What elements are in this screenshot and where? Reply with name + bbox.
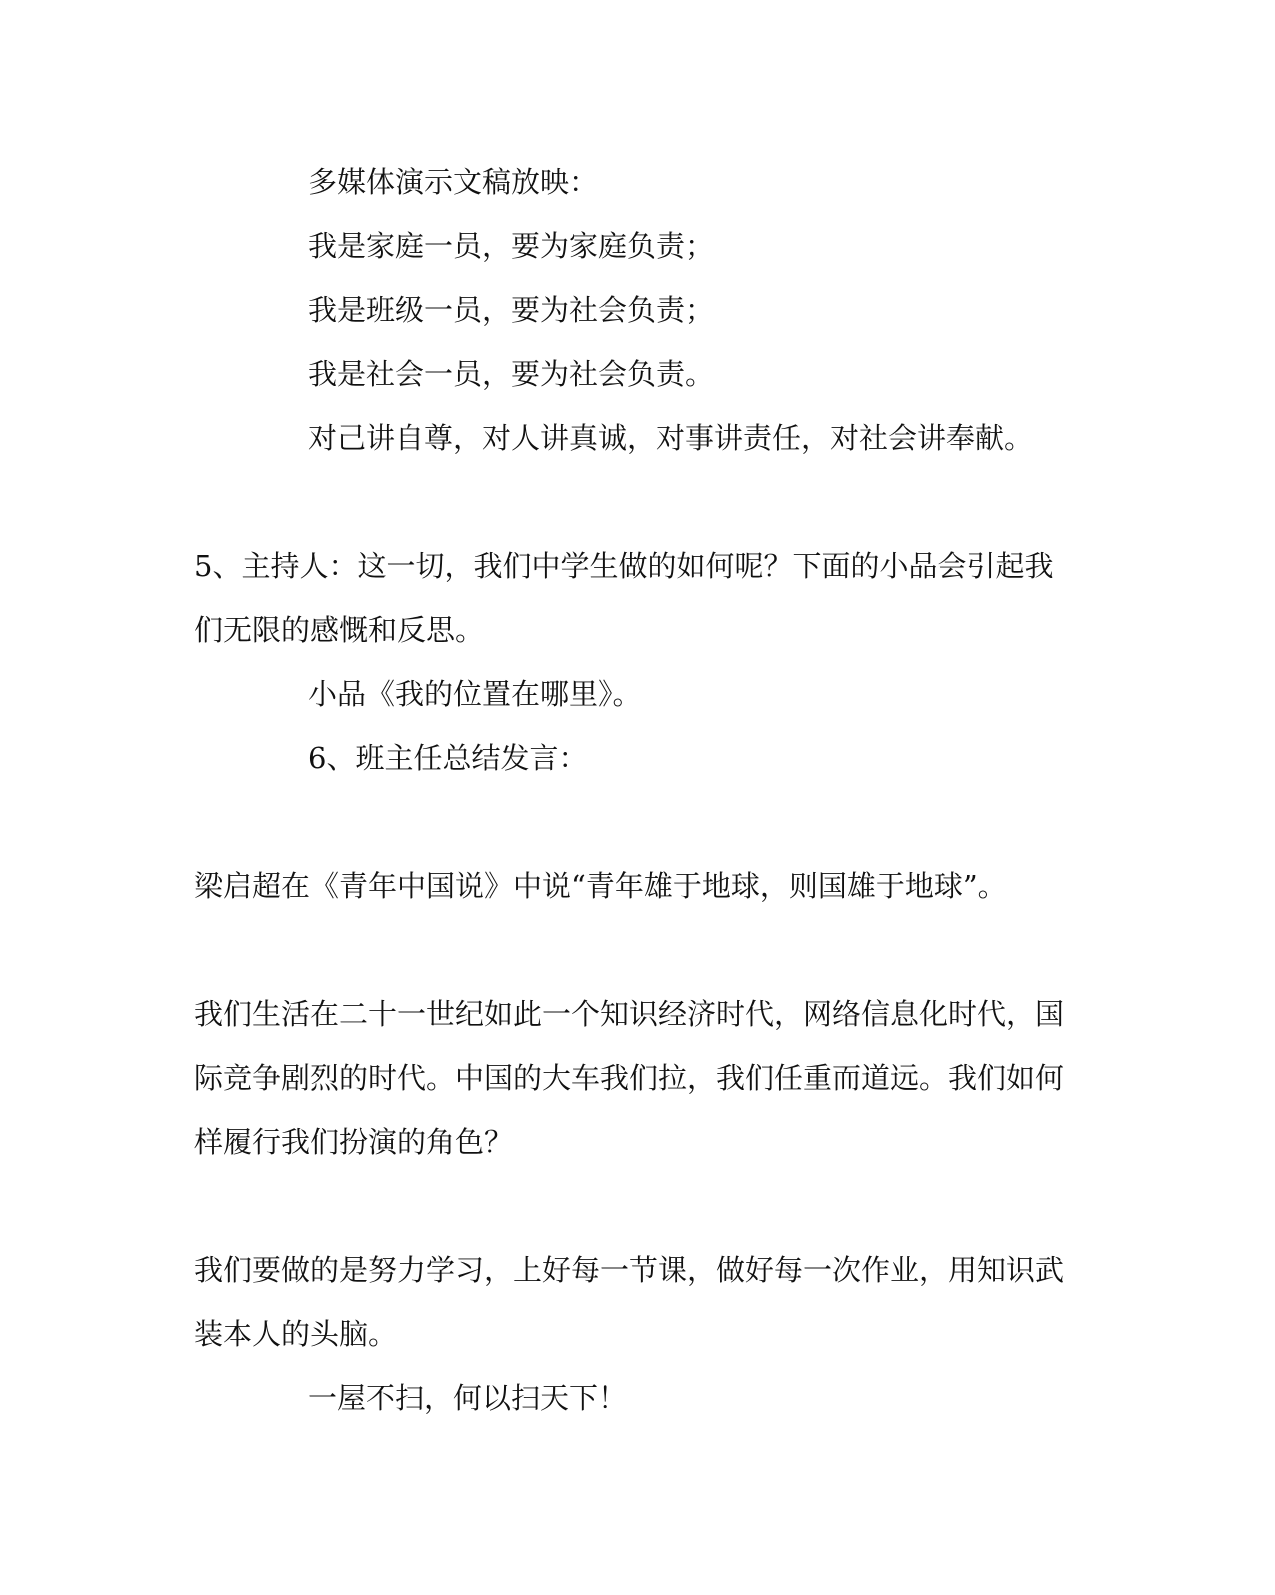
text-line: 对己讲自尊，对人讲真诚，对事讲责任，对社会讲奉献。 — [308, 421, 1034, 455]
text-line: 际竞争剧烈的时代。中国的大车我们拉，我们任重而道远。我们如何 — [194, 1061, 1065, 1095]
text-line: 我是班级一员，要为社会负责； — [308, 293, 715, 327]
text-line: 我们生活在二十一世纪如此一个知识经济时代，网络信息化时代，国 — [194, 997, 1065, 1031]
text-line: 我们要做的是努力学习，上好每一节课，做好每一次作业，用知识武 — [194, 1253, 1065, 1287]
text-line: 们无限的感慨和反思。 — [194, 613, 485, 647]
text-line: 装本人的头脑。 — [194, 1317, 398, 1351]
text-line: 样履行我们扮演的角色？ — [194, 1125, 514, 1159]
text-line: 一屋不扫，何以扫天下！ — [308, 1381, 628, 1415]
text-line: 我是家庭一员，要为家庭负责； — [308, 229, 715, 263]
text-line: 6、班主任总结发言： — [308, 741, 588, 775]
text-line: 多媒体演示文稿放映： — [308, 165, 599, 199]
text-line: 我是社会一员，要为社会负责。 — [308, 357, 715, 391]
text-line: 梁启超在《青年中国说》中说“青年雄于地球，则国雄于地球”。 — [194, 869, 1007, 903]
text-line: 5、主持人：这一切，我们中学生做的如何呢？下面的小品会引起我 — [194, 549, 1054, 583]
text-line: 小品《我的位置在哪里》。 — [308, 677, 642, 711]
